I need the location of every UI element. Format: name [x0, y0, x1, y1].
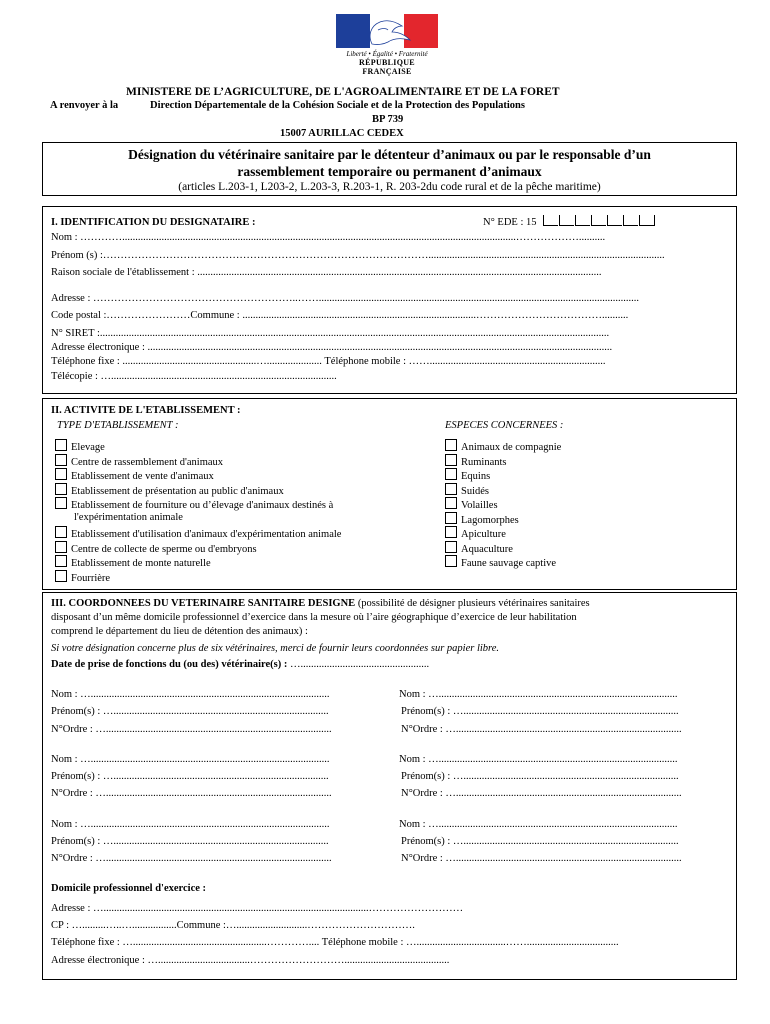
section1-heading: I. IDENTIFICATION DU DESIGNATAIRE :: [51, 217, 256, 228]
species-option-lagomorphes[interactable]: Lagomorphes: [445, 512, 519, 526]
republic-name: RÉPUBLIQUE FRANÇAISE: [359, 58, 415, 76]
species-option-apiculture[interactable]: Apiculture: [445, 526, 506, 540]
ministry-name: MINISTERE DE L’AGRICULTURE, DE L'AGROALIMENTAIRE ET DE LA FORET: [126, 86, 560, 98]
checkbox[interactable]: [55, 526, 67, 538]
marianne-flag: [336, 14, 438, 48]
type-option-monte[interactable]: Etablissement de monte naturelle: [55, 555, 211, 569]
ede-label: N° EDE : 15: [483, 217, 537, 228]
checkbox[interactable]: [55, 468, 67, 480]
vet1-ordre-field[interactable]: N°Ordre : …......................................................................................: [51, 724, 332, 735]
checkbox[interactable]: [55, 483, 67, 495]
species-option-suides[interactable]: Suidés: [445, 483, 489, 497]
type-option-collecte[interactable]: Centre de collecte de sperme ou d'embryons: [55, 541, 257, 555]
vet2-prenom-field[interactable]: Prénom(s) : …..................................................................................: [401, 706, 679, 717]
species-option-faune-sauvage[interactable]: Faune sauvage captive: [445, 555, 556, 569]
checkbox[interactable]: [55, 497, 67, 509]
domicile-adresse-field[interactable]: Adresse : ….....................................................................................................………………………: [51, 903, 464, 914]
checkbox[interactable]: [445, 454, 457, 466]
vet4-nom-field[interactable]: Nom : …...........................................................................................: [399, 754, 678, 765]
section3-intro-line1: [51, 598, 729, 609]
vet3-ordre-field[interactable]: N°Ordre : …......................................................................................: [51, 788, 332, 799]
direction-name: Direction Départementale de la Cohésion Sociale et de la Protection des Populations: [150, 100, 525, 111]
section3-intro2: disposant d’un même domicile professionnel d’exercice dans la mesure où l’aire géographique d’exercice de leur habilitation: [51, 612, 577, 623]
type-option-utilisation[interactable]: Etablissement d'utilisation d'animaux d'expérimentation animale: [55, 526, 341, 540]
form-title-line1: Désignation du vétérinaire sanitaire par le détenteur d’animaux ou par le responsable d’un: [128, 147, 651, 162]
section-activite: [42, 398, 737, 590]
prenom-field[interactable]: Prénom (s) :…………………………………………………………………………………..........................................................................................: [51, 250, 665, 261]
species-option-ruminants[interactable]: Ruminants: [445, 454, 507, 468]
checkbox[interactable]: [445, 541, 457, 553]
vet6-ordre-field[interactable]: N°Ordre : …......................................................................................: [401, 853, 682, 864]
checkbox[interactable]: [445, 439, 457, 451]
type-option-vente[interactable]: Etablissement de vente d'animaux: [55, 468, 214, 482]
species-option-volailles[interactable]: Volailles: [445, 497, 498, 511]
date-fonctions-dots: ….................................................: [289, 659, 430, 670]
vet1-nom-field[interactable]: Nom : …...........................................................................................: [51, 689, 330, 700]
checkbox[interactable]: [445, 555, 457, 567]
vet3-prenom-field[interactable]: Prénom(s) : …..................................................................................: [51, 771, 329, 782]
raison-sociale-field[interactable]: Raison sociale de l'établissement : ..........................................................................................................................................................: [51, 267, 602, 278]
email-field[interactable]: Adresse électronique : .................................................................................................................................................................................: [51, 342, 613, 353]
bp-number: BP 739: [372, 114, 404, 125]
marianne-icon: [358, 16, 416, 46]
checkbox[interactable]: [445, 483, 457, 495]
section3-intro3: comprend le département du lieu de détention des animaux) :: [51, 626, 308, 637]
type-option-elevage[interactable]: Elevage: [55, 439, 105, 453]
form-title-articles: (articles L.203-1, L203-2, L.203-3, R.203-1, R. 203-2du code rural et de la pêche maritime): [178, 181, 601, 193]
date-fonctions-field[interactable]: [51, 659, 429, 670]
vet2-nom-field[interactable]: Nom : …...........................................................................................: [399, 689, 678, 700]
form-title-line2: rassemblement temporaire ou permanent d’animaux: [237, 164, 542, 179]
vet6-prenom-field[interactable]: Prénom(s) : …..................................................................................: [401, 836, 679, 847]
republic-motto: Liberté • Égalité • Fraternité: [346, 50, 428, 58]
vet2-ordre-field[interactable]: N°Ordre : …......................................................................................: [401, 724, 682, 735]
vet5-prenom-field[interactable]: Prénom(s) : …..................................................................................: [51, 836, 329, 847]
siret-field[interactable]: N° SIRET :..................................................................................................................................................................................................: [51, 328, 610, 339]
especes-label: ESPECES CONCERNEES :: [445, 420, 564, 431]
domicile-telephone-field[interactable]: Téléphone fixe : …...................................................………….... Téléphone mobile : …..................................……...................................: [51, 937, 619, 948]
checkbox[interactable]: [445, 526, 457, 538]
section3-note: Si votre désignation concerne plus de six vétérinaires, merci de fournir leurs coordonnées sur papier libre.: [51, 643, 500, 654]
telephone-field[interactable]: Téléphone fixe : ...................................................…..................... Téléphone mobile : ……...................................................................: [51, 356, 606, 367]
type-etablissement-label: TYPE D'ETABLISSEMENT :: [57, 420, 179, 431]
section-veterinaire: [42, 592, 737, 980]
nom-field[interactable]: Nom : …………......................................................................................................................................................………………..........: [51, 232, 606, 243]
checkbox[interactable]: [55, 541, 67, 553]
type-option-fourriere[interactable]: Fourrière: [55, 570, 110, 584]
domicile-label: Domicile professionnel d'exercice :: [51, 883, 207, 894]
form-title-box: [42, 142, 737, 196]
species-option-compagnie[interactable]: Animaux de compagnie: [445, 439, 561, 453]
checkbox[interactable]: [55, 454, 67, 466]
checkbox[interactable]: [445, 468, 457, 480]
type-option-presentation[interactable]: Etablissement de présentation au public d'animaux: [55, 483, 284, 497]
type-option-fourniture-continuation: l'expérimentation animale: [74, 512, 183, 523]
species-option-equins[interactable]: Equins: [445, 468, 490, 482]
checkbox[interactable]: [445, 512, 457, 524]
vet5-ordre-field[interactable]: N°Ordre : …......................................................................................: [51, 853, 332, 864]
vet4-prenom-field[interactable]: Prénom(s) : …..................................................................................: [401, 771, 679, 782]
code-postal-commune-field[interactable]: Code postal :……………………Commune : .........................................................................................………………………………..........: [51, 310, 629, 321]
vet3-nom-field[interactable]: Nom : …...........................................................................................: [51, 754, 330, 765]
vet6-nom-field[interactable]: Nom : …...........................................................................................: [399, 819, 678, 830]
vet4-ordre-field[interactable]: N°Ordre : …......................................................................................: [401, 788, 682, 799]
vet5-nom-field[interactable]: Nom : …...........................................................................................: [51, 819, 330, 830]
section3-heading: III. COORDONNEES DU VETERINAIRE SANITAIRE DESIGNE: [51, 598, 356, 609]
section2-heading: II. ACTIVITE DE L'ETABLISSEMENT :: [51, 405, 241, 416]
checkbox[interactable]: [445, 497, 457, 509]
checkbox[interactable]: [55, 439, 67, 451]
checkbox[interactable]: [55, 570, 67, 582]
type-option-fourniture[interactable]: Etablissement de fourniture ou d’élevage d'animaux destinés à: [55, 497, 333, 511]
domicile-cp-commune-field[interactable]: CP : ….........…..….................Commune :…...........................………………………….: [51, 920, 415, 931]
ede-number-field[interactable]: [483, 215, 656, 228]
domicile-email-field[interactable]: Adresse électronique : …...................................………………………........................................: [51, 955, 450, 966]
republique-francaise-logo: [336, 14, 438, 76]
vet1-prenom-field[interactable]: Prénom(s) : …..................................................................................: [51, 706, 329, 717]
date-fonctions-label: Date de prise de fonctions du (ou des) vétérinaire(s) :: [51, 659, 288, 670]
city-address: 15007 AURILLAC CEDEX: [280, 128, 404, 139]
telecopie-field[interactable]: Télécopie : …......................................................................................: [51, 371, 337, 382]
section3-intro1: (possibilité de désigner plusieurs vétérinaires sanitaires: [357, 598, 590, 609]
species-option-aquaculture[interactable]: Aquaculture: [445, 541, 513, 555]
return-to-label: A renvoyer à la: [50, 100, 119, 111]
type-option-centre-rassemblement[interactable]: Centre de rassemblement d'animaux: [55, 454, 223, 468]
section-identification: [42, 206, 737, 394]
adresse-field[interactable]: Adresse : …………………………………………………..……..........................................................................................................................: [51, 293, 639, 304]
checkbox[interactable]: [55, 555, 67, 567]
